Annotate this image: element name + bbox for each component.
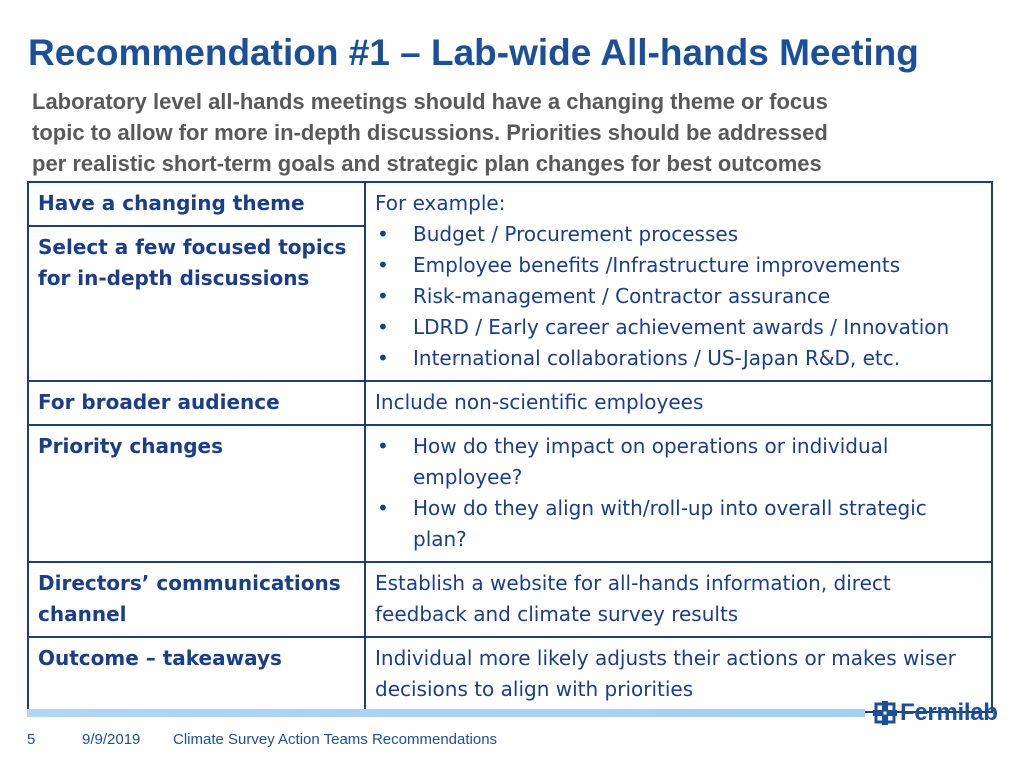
row-value: Include non-scientific employees [365,381,992,425]
table-row [28,425,992,562]
footer-divider-bar [27,709,865,717]
bullet-icon: • [377,315,389,339]
recommendation-table [27,181,993,713]
row-label: Directors’ communications channel [28,562,365,637]
list-item-text: Budget / Procurement processes [413,222,739,246]
bullet-icon: • [377,253,389,277]
bullet-icon: • [377,434,389,458]
row-label: Outcome – takeaways [28,637,365,712]
subtitle-line: Laboratory level all-hands meetings should have a changing theme or focus [32,89,828,114]
fermilab-logo [873,698,998,728]
list-item [375,431,983,493]
priority-questions-list [375,431,983,555]
row-label: Have a changing theme [28,182,365,226]
list-item-text: LDRD / Early career achievement awards / Innovation [413,315,950,339]
list-item [375,343,983,374]
bullet-icon: • [377,346,389,370]
examples-intro: For example: [375,191,506,215]
bullet-icon: • [377,222,389,246]
bullet-icon: • [377,284,389,308]
logo-wordmark: Fermilab [900,699,998,726]
list-item [375,493,983,555]
row-label: Priority changes [28,425,365,562]
list-item-text: Employee benefits /Infrastructure improvements [413,253,901,277]
row-value: Individual more likely adjusts their actions or makes wiser decisions to align with priorities [365,637,992,712]
list-item [375,281,983,312]
list-item-text: How do they impact on operations or individual employee? [413,434,889,489]
slide-title: Recommendation #1 – Lab-wide All-hands Meeting [28,32,919,73]
row-value: Establish a website for all-hands information, direct feedback and climate survey results [365,562,992,637]
list-item-text: How do they align with/roll-up into overall strategic plan? [413,496,927,551]
footer-text: Climate Survey Action Teams Recommendations [173,731,498,748]
row-label: Select a few focused topics for in-depth discussions [28,226,365,381]
list-item [375,250,983,281]
fermilab-logo-icon [873,701,897,725]
table-row [28,637,992,712]
subtitle-line: topic to allow for more in-depth discussions. Priorities should be addressed [32,120,828,145]
page-number: 5 [27,731,36,748]
subtitle-line: per realistic short-term goals and strategic plan changes for best outcomes [32,151,822,176]
list-item [375,219,983,250]
footer-date: 9/9/2019 [82,731,141,748]
row-value [365,182,992,381]
list-item-text: Risk-management / Contractor assurance [413,284,831,308]
examples-list [375,219,983,374]
row-label: For broader audience [28,381,365,425]
list-item-text: International collaborations / US-Japan R&D, etc. [413,346,901,370]
table-row [28,182,992,226]
list-item [375,312,983,343]
row-value [365,425,992,562]
bullet-icon: • [377,496,389,520]
table-row [28,381,992,425]
slide-subtitle [32,86,992,179]
table-row [28,562,992,637]
